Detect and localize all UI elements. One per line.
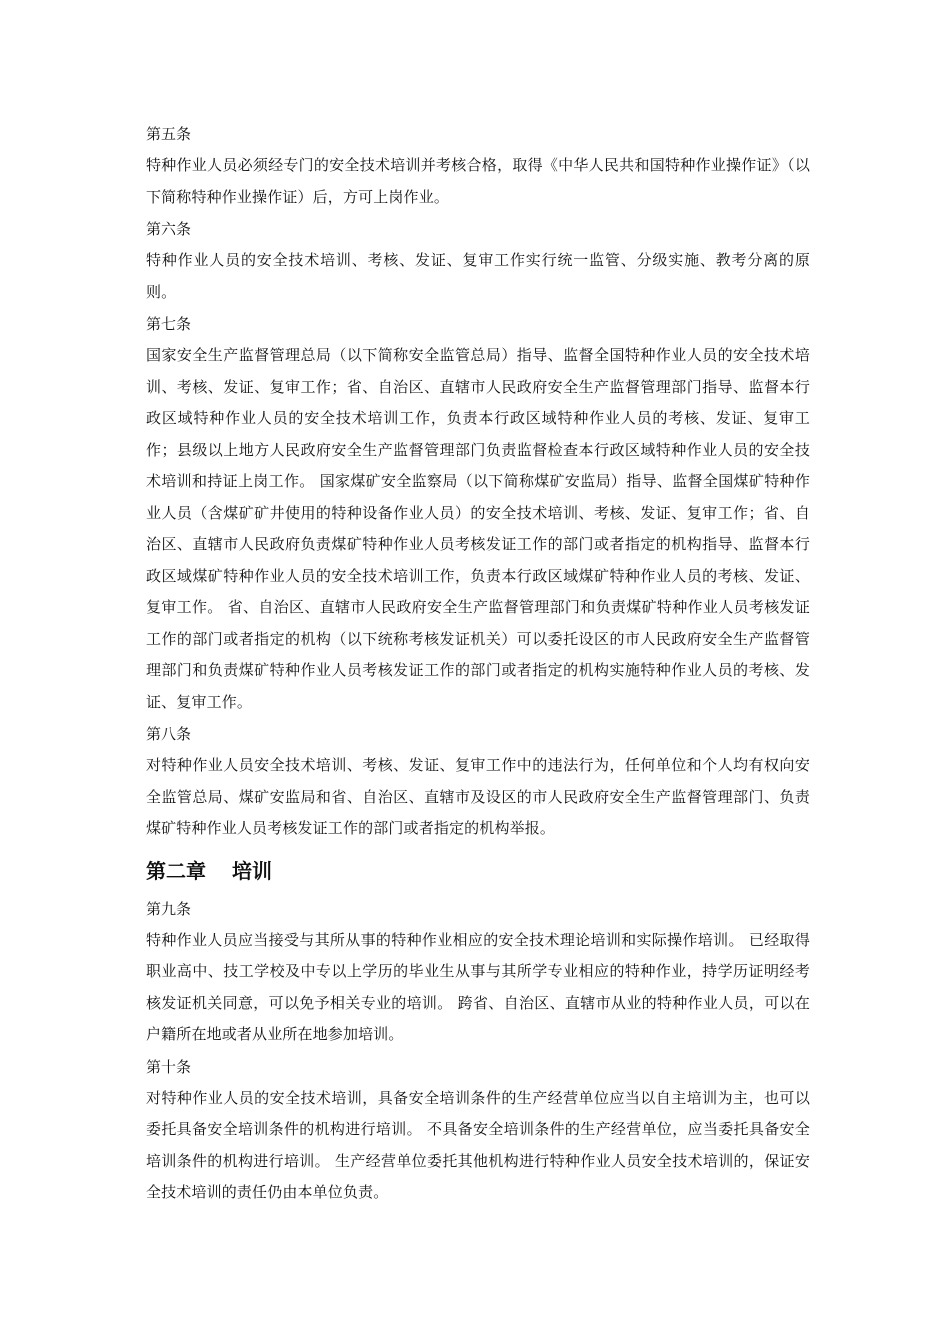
article-body-9: 特种作业人员应当接受与其所从事的特种作业相应的安全技术理论培训和实际操作培训。 已经取得职业高中、技工学校及中专以上学历的毕业生从事与其所学专业相应的特种作业，持学历证明经考核发证机关同意，可以免予相关专业的培训。 跨省、自治区、直辖市从业的特种作业人员，可以在户籍所在地或者从业所在地参加培训。 [146,930,810,1043]
document-page [146,118,810,1209]
article-body-8: 对特种作业人员安全技术培训、考核、发证、复审工作中的违法行为，任何单位和个人均有权向安全监管总局、煤矿安监局和省、自治区、直辖市及设区的市人民政府安全生产监督管理部门、负责煤矿特种作业人员考核发证工作的部门或者指定的机构举报。 [146,756,810,837]
article-heading-10: 第十条 [146,1057,192,1076]
article-heading-6: 第六条 [146,220,192,238]
article-body-10: 对特种作业人员的安全技术培训，具备安全培训条件的生产经营单位应当以自主培训为主，也可以委托具备安全培训条件的机构进行培训。 不具备安全培训条件的生产经营单位，应当委托具备安全培训条件的机构进行培训。 生产经营单位委托其他机构进行特种作业人员安全技术培训的，保证安全技术培训的责任仍由本单位负责。 [146,1088,810,1201]
chapter-name: 培训 [232,858,272,883]
chapter-number: 第二章 [146,858,206,883]
article-heading-7: 第七条 [146,315,192,333]
article-heading-5: 第五条 [146,125,192,143]
article-heading-8: 第八条 [146,725,192,743]
chapter-heading [146,849,810,893]
article-body-7: 国家安全生产监督管理总局（以下简称安全监管总局）指导、监督全国特种作业人员的安全技术培训、考核、发证、复审工作；省、自治区、直辖市人民政府安全生产监督管理部门指导、监督本行政区域特种作业人员的安全技术培训工作，负责本行政区域特种作业人员的考核、发证、复审工作；县级以上地方人民政府安全生产监督管理部门负责监督检查本行政区域特种作业人员的安全技术培训和持证上岗工作。 国家煤矿安全监察局（以下简称煤矿安监局）指导、监督全国煤矿特种作业人员（含煤矿矿井使用的特种设备作业人员）的安全技术培训、考核、发证、复审工作；省、自治区、直辖市人民政府负责煤矿特种作业人员考核发证工作的部门或者指定的机构指导、监督本行政区域煤矿特种作业人员的安全技术培训工作，负责本行政区域煤矿特种作业人员的考核、发证、复审工作。 省、自治区、直辖市人民政府安全生产监督管理部门和负责煤矿特种作业人员考核发证工作的部门或者指定的机构（以下统称考核发证机关）可以委托设区的市人民政府安全生产监督管理部门和负责煤矿特种作业人员考核发证工作的部门或者指定的机构实施特种作业人员的考核、发证、复审工作。 [146,346,810,711]
article-body-6: 特种作业人员的安全技术培训、考核、发证、复审工作实行统一监管、分级实施、教考分离的原则。 [146,251,810,301]
article-body-5: 特种作业人员必须经专门的安全技术培训并考核合格，取得《中华人民共和国特种作业操作证》（以下简称特种作业操作证）后，方可上岗作业。 [146,156,810,206]
article-heading-9: 第九条 [146,899,192,918]
